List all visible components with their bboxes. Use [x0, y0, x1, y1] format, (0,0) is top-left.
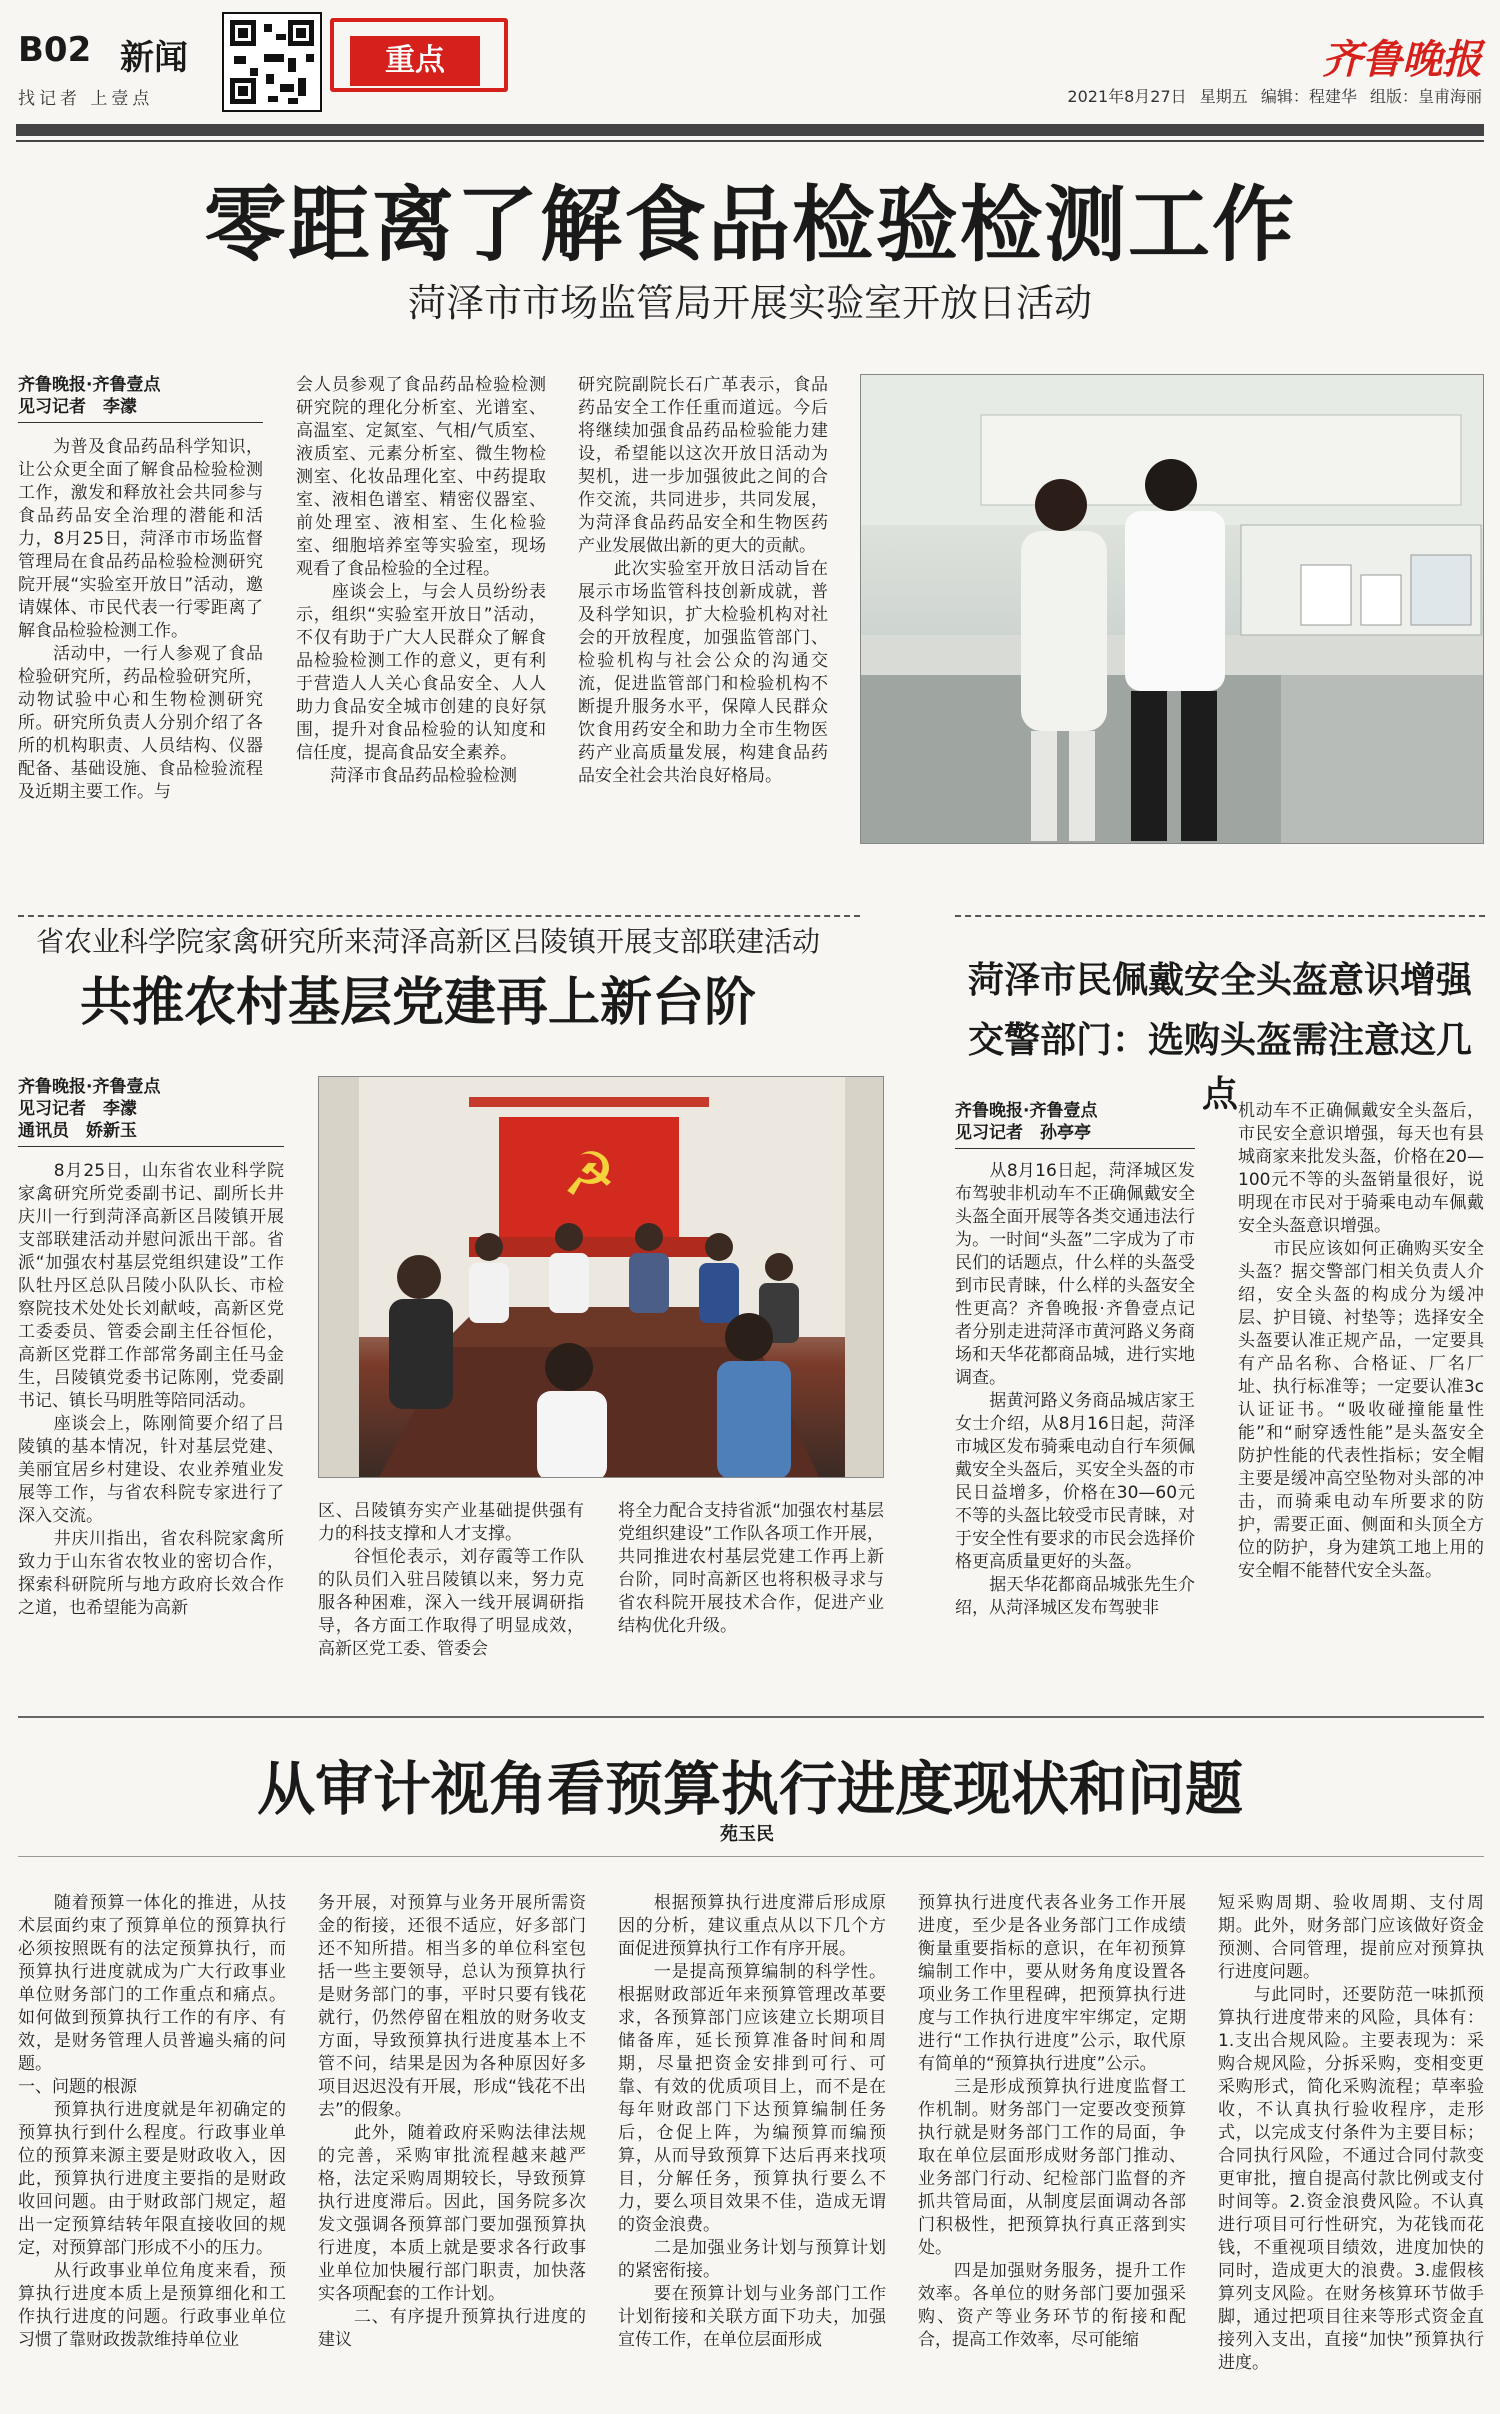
story4-column-2: 务开展，对预算与业务开展所需资金的衔接，还很不适应，好多部门还不知所措。相当多的单位科室包括一些主要领导，总认为预算执行是财务部门的事，平时只要有钱花就行，仍然停留在粗放的财务收支方面，导致预算执行进度基本上不管不问，结果是因为各种原因好多项目迟迟没有开展，形成“钱花不出去”的假象。 此外，随着政府采购法律法规的完善，采购审批流程越来越严格，法定采购周期较长，导致预算执行进度滞后。因此，国务院多次发文强调各预算部门要加强预算执行进度，本质上就是要求各行政事业单位加快履行部门职责，加快落实各项配套的工作计划。 二、有序提升预算执行进度的建议	[318, 1893, 586, 2350]
issue-weekday: 星期五	[1199, 87, 1248, 106]
divider	[18, 915, 860, 917]
story2-byline	[18, 1076, 284, 1142]
story3-subheadline: 交警部门：选购头盔需注意这几点	[967, 1020, 1472, 1115]
story3-headline: 菏泽市民佩戴安全头盔意识增强	[967, 960, 1472, 1001]
layout-editor: 组版：皇甫海丽	[1369, 87, 1482, 106]
story1-byline	[18, 374, 263, 418]
byline-agency: 齐鲁晚报·齐鲁壹点	[955, 1101, 1098, 1121]
story2-column-2: 区、吕陵镇夯实产业基础提供强有力的科技支撑和人才支撑。 谷恒伦表示，刘存霞等工作队的队员们入驻吕陵镇以来，努力克服各种困难，深入一线开展调研指导，各方面工作取得了明显成效，高新区党工委、管委会	[318, 1501, 584, 1659]
byline-rule	[18, 1146, 284, 1147]
svg-text:☭: ☭	[562, 1140, 616, 1210]
editor: 编辑：程建华	[1260, 87, 1357, 106]
newspaper-logo: 齐鲁晚报	[1322, 36, 1482, 83]
story1-headline: 零距离了解食品检验检测工作	[203, 178, 1296, 273]
byline-agency: 齐鲁晚报·齐鲁壹点	[18, 1077, 161, 1097]
byline-reporter: 见习记者 孙亭亭	[955, 1123, 1091, 1143]
byline-rule	[955, 1148, 1195, 1149]
byline-reporter: 见习记者 李濛	[18, 397, 137, 417]
issue-date: 2021年8月27日	[1067, 87, 1187, 106]
story4-column-3: 根据预算执行进度滞后形成原因的分析，建议重点从以下几个方面促进预算执行工作有序开展。 一是提高预算编制的科学性。根据财政部近年来预算管理改革要求，各预算部门应该建立长期项目储备库，延长预算准备时间和周期，尽量把资金安排到可行、可靠、有效的优质项目上，而不是在每年财政部门下达预算编制任务后，仓促上阵，为编预算而编预算，从而导致预算下达后再来找项目，分解任务，预算执行要么不力，要么项目效果不佳，造成无谓的资金浪费。 二是加强业务计划与预算计划的紧密衔接。 要在预算计划与业务部门工作计划衔接和关联方面下功夫，加强宣传工作，在单位层面形成	[618, 1893, 886, 2350]
masthead-rule-thin	[16, 140, 1484, 142]
byline-reporter: 见习记者 李濛	[18, 1099, 137, 1119]
story2-headline: 共推农村基层党建再上新台阶	[80, 973, 757, 1033]
story4-headline: 从审计视角看预算执行进度现状和问题	[256, 1755, 1243, 1823]
story4-column-1: 随着预算一体化的推进，从技术层面约束了预算单位的预算执行必须按照既有的法定预算执行，而预算执行进度就成为广大行政事业单位财务部门的工作重点和痛点。如何做到预算执行工作的有序、有效，是财务管理人员普遍头痛的问题。 一、问题的根源 预算执行进度就是年初确定的预算执行到什么程度。行政事业单位的预算来源主要是财政收入，因此，预算执行进度主要指的是财政收回问题。由于财政部门规定，超出一定预算结转年限直接收回的规定，对预算部门形成不小的压力。 从行政事业单位角度来看，预算执行进度本质上是预算细化和工作执行进度的问题。行政事业单位习惯了靠财政拨款维持单位业	[18, 1893, 286, 2350]
story1-subheadline: 菏泽市市场监管局开展实验室开放日活动	[407, 281, 1092, 325]
page-number: B02	[18, 30, 92, 70]
story2-kicker: 省农业科学院家禽研究所来菏泽高新区吕陵镇开展支部联建活动	[36, 925, 821, 958]
story3-column-2: 机动车不正确佩戴安全头盔后，市民安全意识增强，每天也有县城商家来批发头盔，价格在20—100元不等的头盔销量很好，说明现在市民对于骑乘电动车佩戴安全头盔意识增强。 市民应该如何正确购买安全头盔？据交警部门相关负责人介绍，安全头盔的构成分为缓冲层、护目镜、衬垫等；选择安全头盔要认准正规产品，一定要具有产品名称、合格证、厂名厂址、执行标准等；一定要认准3c认证证书。“吸收碰撞能量性能”和“耐穿透性能”是头盔安全防护性能的代表性指标；安全帽主要是缓冲高空坠物对头部的冲击，而骑乘电动车所要求的防护，需要正面、侧面和头顶全方位的防护，身为建筑工地上用的安全帽不能替代安全头盔。	[1238, 1101, 1484, 1581]
story2-column-1: 8月25日，山东省农业科学院家禽研究所党委副书记、副所长井庆川一行到菏泽高新区吕陵镇开展支部联建活动并慰问派出干部。省派“加强农村基层党组织建设”工作队牡丹区总队吕陵小队队长、市检察院技术处处长刘献岐，高新区党工委委员、管委会副主任谷恒伦，高新区党群工作部常务副主任马金生，吕陵镇党委书记陈刚，党委副书记、镇长马明胜等陪同活动。 座谈会上，陈刚简要介绍了吕陵镇的基本情况，针对基层党建、美丽宜居乡村建设、农业养殖业发展等工作，与省农科院专家进行了深入交流。 井庆川指出，省农科院家禽所致力于山东省农牧业的密切合作，探索科研院所与地方政府长效合作之道，也希望能为高新	[18, 1161, 284, 1618]
story1-column-1: 为普及食品药品科学知识，让公众更全面了解食品检验检测工作，激发和释放社会共同参与食品药品安全治理的潜能和活力，8月25日，菏泽市市场监督管理局在食品药品检验检测研究院开展“实验室开放日”活动，邀请媒体、市民代表一行零距离了解食品检验检测工作。 活动中，一行人参观了食品检验研究所，药品检验研究所，动物试验中心和生物检测研究所。研究所负责人分别介绍了各所的机构职责、人员结构、仪器配备、基础设施、食品检验流程及近期主要工作。与	[18, 437, 263, 802]
section-tag: 重点	[350, 36, 480, 86]
author-rule	[18, 1856, 1484, 1857]
divider	[955, 915, 1485, 917]
lab-visit-photo	[860, 374, 1484, 844]
story3-byline	[955, 1100, 1195, 1144]
byline-rule	[18, 422, 263, 423]
story1-column-3: 研究院副院长石广革表示，食品药品安全工作任重而道远。今后将继续加强食品药品检验能力建设，希望能以这次开放日活动为契机，进一步加强彼此之间的合作交流，共同进步，共同发展，为菏泽食品药品安全和生物医药产业发展做出新的更大的贡献。 此次实验室开放日活动旨在展示市场监管科技创新成就，普及科学知识，扩大检验机构对社会的开放程度，加强监管部门、检验机构与社会公众的沟通交流，促进监管部门和检验机构不断提升服务水平，保障人民群众饮食用药安全和助力全市生物医药产业高质量发展，构建食品药品安全社会共治良好格局。	[578, 375, 828, 786]
masthead-rule	[16, 124, 1484, 136]
section-name: 新闻	[120, 38, 188, 78]
party-meeting-photo	[318, 1076, 884, 1478]
masthead-slogan: 找记者 上壹点	[18, 89, 154, 109]
dateline	[1067, 84, 1482, 107]
story4-column-5: 短采购周期、验收周期、支付周期。此外，财务部门应该做好资金预测、合同管理，提前应对预算执行进度问题。 与此同时，还要防范一味抓预算执行进度带来的风险，具体有：1.支出合规风险。主要表现为：采购合规风险，分拆采购，变相变更采购形式，简化采购流程；草率验收，不认真执行验收程序，走形式，以完成支付条件为主要目标；合同执行风险，不通过合同付款变更审批，擅自提高付款比例或支付时间等。2.资金浪费风险。不认真进行项目可行性研究，为花钱而花钱，不重视项目绩效，进度加快的同时，造成更大的浪费。3.虚假核算列支风险。在财务核算环节做手脚，通过把项目往来等形式资金直接列入支出，直接“加快”预算执行进度。	[1218, 1893, 1484, 2373]
section-divider	[18, 1716, 1484, 1718]
qr-code-icon[interactable]	[222, 12, 322, 112]
story4-column-4: 预算执行进度代表各业务工作开展进度，至少是各业务部门工作成绩衡量重要指标的意识，在年初预算编制工作中，要从财务角度设置各项业务工作里程碑，把预算执行进度与工作执行进度牢牢绑定，定期进行“工作执行进度”公示，取代原有简单的“预算执行进度”公示。 三是形成预算执行进度监督工作机制。财务部门一定要改变预算执行就是财务部门工作的局面，争取在单位层面形成财务部门推动、业务部门行动、纪检部门监督的齐抓共管局面，从制度层面调动各部门积极性，把预算执行真正落到实处。 四是加强财务服务，提升工作效率。各单位的财务部门要加强采购、资产等业务环节的衔接和配合，提高工作效率，尽可能缩	[918, 1893, 1186, 2350]
byline-correspondent: 通讯员 娇新玉	[18, 1121, 137, 1141]
story2-column-3: 将全力配合支持省派“加强农村基层党组织建设”工作队各项工作开展，共同推进农村基层党建工作再上新台阶，同时高新区也将积极寻求与省农科院开展技术合作，促进产业结构优化升级。	[618, 1501, 884, 1636]
story1-column-2: 会人员参观了食品药品检验检测研究院的理化分析室、光谱室、高温室、定氮室、气相/气质室、液质室、元素分析室、微生物检测室、化妆品理化室、中药提取室、液相色谱室、精密仪器室、前处理室、液相室、生化检验室、细胞培养室等实验室，现场观看了食品检验的全过程。 座谈会上，与会人员纷纷表示，组织“实验室开放日”活动，不仅有助于广大人民群众了解食品检验检测工作的意义，更有利于营造人人关心食品安全、人人助力食品安全城市创建的良好氛围，提升对食品检验的认知度和信任度，提高食品安全素养。 菏泽市食品药品检验检测	[296, 375, 546, 786]
story3-column-1: 从8月16日起，菏泽城区发布驾驶非机动车不正确佩戴安全头盔全面开展等各类交通违法行为。一时间“头盔”二字成为了市民们的话题点，什么样的头盔受到市民青睐，什么样的头盔安全性更高？齐鲁晚报·齐鲁壹点记者分别走进菏泽市黄河路义务商场和天华花都商品城，进行实地调查。 据黄河路义务商品城店家王女士介绍，从8月16日起，菏泽市城区发布骑乘电动自行车须佩戴安全头盔后，买安全头盔的市民日益增多，价格在30—60元不等的头盔比较受市民青睐，对于安全性有要求的市民会选择价格更高质量更好的头盔。 据天华花都商品城张先生介绍，从菏泽城区发布驾驶非	[955, 1161, 1195, 1618]
byline-agency: 齐鲁晚报·齐鲁壹点	[18, 375, 161, 395]
story4-author: 苑玉民	[720, 1824, 774, 1845]
